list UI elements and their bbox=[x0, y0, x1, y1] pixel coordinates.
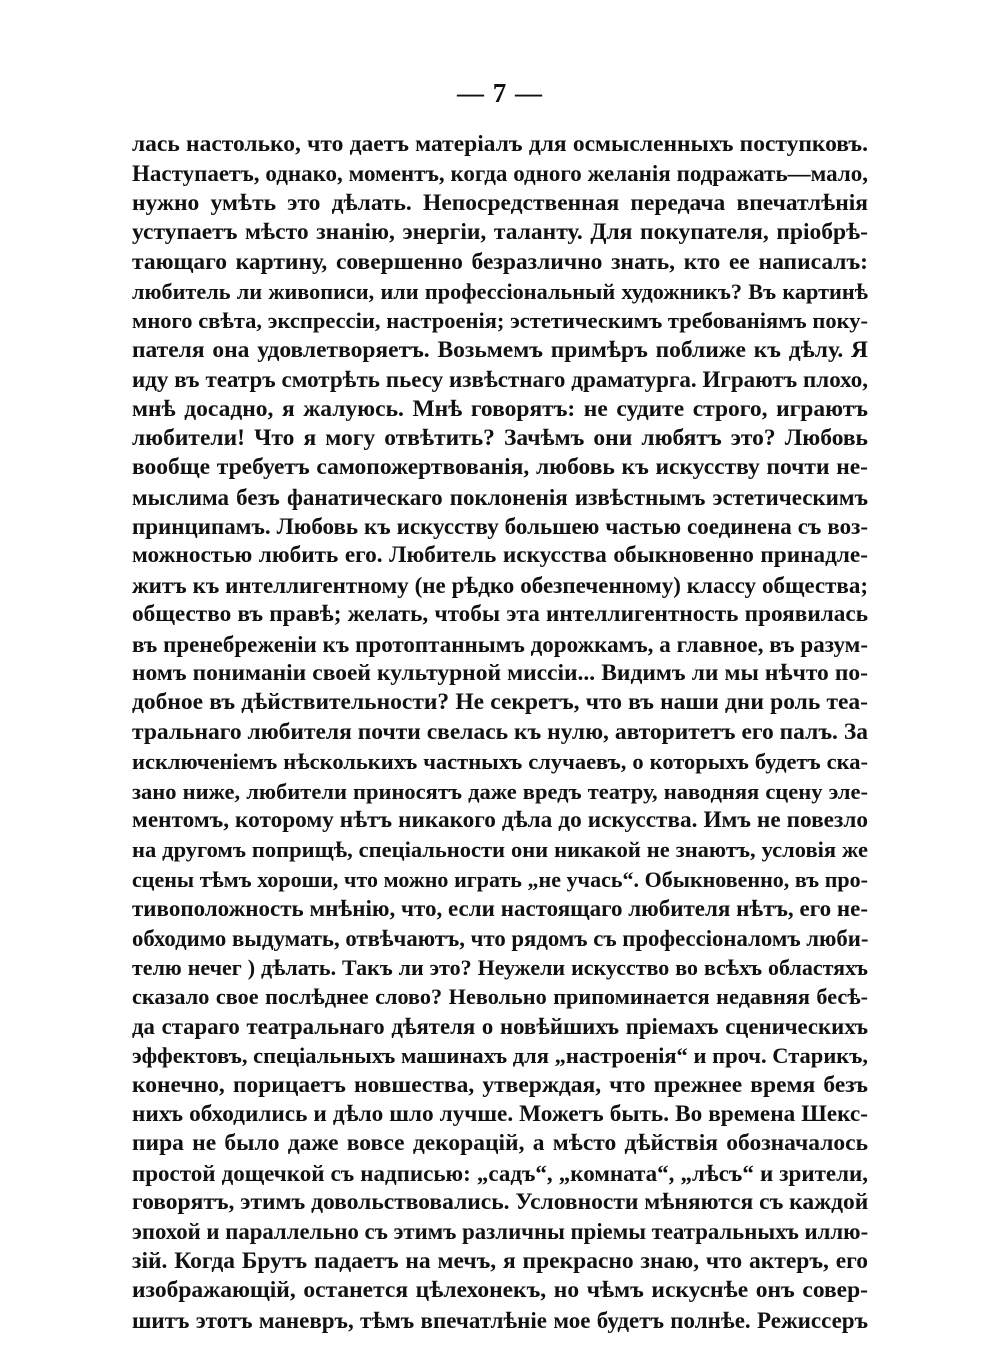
text-line: исключеніемъ нѣсколькихъ частныхъ случаевъ, о которыхъ будетъ ска- bbox=[132, 749, 868, 775]
text-line: нужно умѣть это дѣлать. Непосредственная передача впечатлѣнія bbox=[132, 189, 868, 216]
text-line: шитъ этотъ маневръ, тѣмъ впечатлѣніе мое будетъ полнѣе. Режиссеръ bbox=[132, 1307, 868, 1333]
page-number: — 7 — bbox=[457, 78, 543, 108]
text-line: лась настолько, что даетъ матеріалъ для осмысленныхъ поступковъ. bbox=[132, 131, 868, 157]
text-line: иду въ театръ смотрѣть пьесу извѣстнаго драматурга. Играютъ плохо, bbox=[132, 367, 868, 393]
text-line: пателя она удовлетворяетъ. Возьмемъ примѣръ поближе къ дѣлу. Я bbox=[132, 336, 868, 363]
text-line: любители! Что я могу отвѣтить? Зачѣмъ они любятъ это? Любовь bbox=[132, 424, 868, 451]
text-line: принципамъ. Любовь къ искусству большею частью соединена съ воз- bbox=[132, 514, 868, 540]
text-line: сцены тѣмъ хороши, что можно играть „не учась“. Обыкновенно, въ про- bbox=[132, 866, 868, 892]
text-line: общество въ правѣ; желать, чтобы эта интеллигентность проявилась bbox=[132, 601, 868, 628]
text-line: можностью любить его. Любитель искусства обыкновенно принадле- bbox=[132, 542, 868, 569]
text-line: тающаго картину, совершенно безразлично знать, кто ее написалъ: bbox=[132, 248, 868, 275]
text-line: уступаетъ мѣсто знанію, энергіи, таланту. Для покупателя, пріобрѣ- bbox=[132, 219, 868, 246]
text-line: тивоположность мнѣнію, что, если настоящаго любителя нѣтъ, его не- bbox=[132, 896, 868, 922]
text-line: номъ пониманіи своей культурной миссіи... Видимъ ли мы нѣчто по- bbox=[132, 660, 868, 687]
text-line: нихъ обходились и дѣло шло лучше. Можетъ быть. Во времена Шекс- bbox=[132, 1100, 868, 1127]
text-line: мнѣ досадно, я жалуюсь. Мнѣ говорятъ: не судите строго, играютъ bbox=[132, 395, 868, 422]
text-line: сказало свое послѣднее слово? Невольно припоминается недавняя бесѣ- bbox=[132, 984, 868, 1010]
text-line: да стараго театральнаго дѣятеля о новѣйшихъ пріемахъ сценическихъ bbox=[132, 1013, 868, 1039]
text-line: эффектовъ, спеціальныхъ машинахъ для „настроенія“ и проч. Старикъ, bbox=[132, 1043, 868, 1069]
text-line: вообще требуетъ самопожертвованія, любовь къ искусству почти не- bbox=[132, 454, 868, 481]
text-line: эпохой и параллельно съ этимъ различны пріемы театральныхъ иллю- bbox=[132, 1219, 868, 1245]
text-line: зано ниже, любители приносятъ даже вредъ театру, наводняя сцену эле- bbox=[132, 778, 868, 804]
text-line: любитель ли живописи, или профессіональный художникъ? Въ картинѣ bbox=[132, 278, 868, 304]
text-line: зій. Когда Брутъ падаетъ на мечъ, я прекрасно знаю, что актеръ, его bbox=[132, 1247, 868, 1274]
text-line: мыслима безъ фанатическаго поклоненія извѣстнымъ эстетическимъ bbox=[132, 484, 868, 510]
text-line: Наступаетъ, однако, моментъ, когда одного желанія подражать—мало, bbox=[132, 161, 868, 187]
text-line: телю нечег ) дѣлать. Такъ ли это? Неужели искусство во всѣхъ областяхъ bbox=[132, 954, 868, 980]
text-line: тральнаго любителя почти свелась къ нулю, авторитетъ его палъ. За bbox=[132, 718, 868, 745]
body-text bbox=[132, 130, 868, 1335]
text-line: ментомъ, которому нѣтъ никакого дѣла до искусства. Имъ не повезло bbox=[132, 806, 868, 833]
text-line: пира не было даже вовсе декорацій, а мѣсто дѣйствія обозначалось bbox=[132, 1130, 868, 1157]
text-line: въ пренебреженіи къ протоптаннымъ дорожкамъ, а главное, въ разум- bbox=[132, 631, 868, 657]
text-line: говорятъ, этимъ довольствовались. Условности мѣняются съ каждой bbox=[132, 1189, 868, 1216]
text-line: простой дощечкой съ надписью: „садъ“, „комната“, „лѣсъ“ и зрители, bbox=[132, 1160, 868, 1186]
text-line: много свѣта, экспрессіи, настроенія; эстетическимъ требованіямъ поку- bbox=[132, 308, 868, 334]
text-line: добное въ дѣйствительности? Не секретъ, что въ наши дни роль теа- bbox=[132, 689, 868, 716]
text-line: на другомъ поприщѣ, спеціальности они никакой не знаютъ, условія же bbox=[132, 837, 868, 863]
text-line: обходимо выдумать, отвѣчаютъ, что рядомъ съ профессіоналомъ люби- bbox=[132, 925, 868, 951]
text-line: изображающій, останется цѣлехонекъ, но чѣмъ искуснѣе онъ совер- bbox=[132, 1277, 868, 1304]
text-line: житъ къ интеллигентному (не рѣдко обезпеченному) классу общества; bbox=[132, 572, 868, 598]
text-line: конечно, порицаетъ новшества, утверждая, что прежнее время безъ bbox=[132, 1071, 868, 1098]
